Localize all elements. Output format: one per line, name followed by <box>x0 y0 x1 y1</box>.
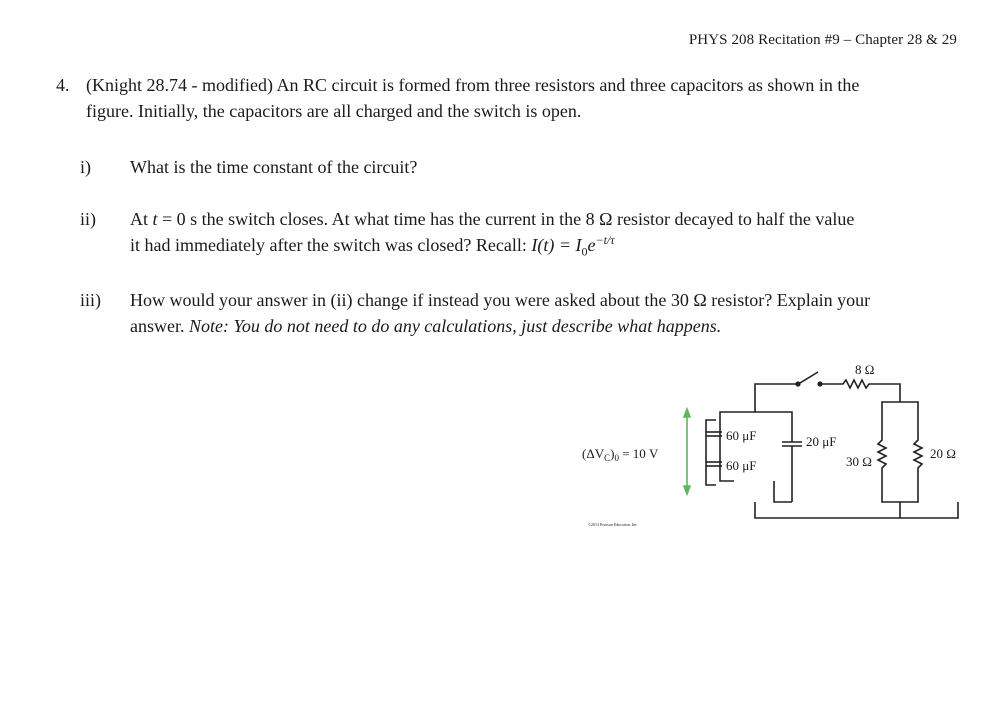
part-iii-line2 <box>130 313 960 339</box>
text-fragment: At <box>130 209 153 229</box>
problem-intro <box>86 72 946 124</box>
formula-exponential: e <box>587 235 596 255</box>
part-label: i) <box>80 157 91 177</box>
resistor-20-label: 20 Ω <box>930 446 956 461</box>
problem-intro-line1: (Knight 28.74 - modified) An RC circuit is formed from three resistors and three capacitors as shown in the <box>86 75 860 95</box>
formula-exponent: −t/τ <box>595 233 615 247</box>
problem-number: 4. <box>56 75 70 95</box>
formula-subscript: 0 <box>581 244 588 259</box>
capacitor-bottom-label: 60 μF <box>726 458 757 473</box>
formula: I(t) = I <box>531 235 582 255</box>
rc-circuit-figure <box>560 350 980 540</box>
part-text <box>130 287 960 339</box>
math-variable: t <box>152 209 158 229</box>
part-ii-line1 <box>130 206 960 232</box>
part-text: What is the time constant of the circuit? <box>130 157 418 177</box>
switch <box>800 372 818 383</box>
text-fragment: it had immediately after the switch was closed? Recall: <box>130 235 532 255</box>
resistor-30-label: 30 Ω <box>846 454 872 469</box>
text-fragment: = 0 s the switch closes. At what time has the current in the 8 Ω resistor decayed to half the value <box>157 209 855 229</box>
resistor-8-label: 8 Ω <box>855 362 875 377</box>
part-iii-line1: How would your answer in (ii) change if instead you were asked about the 30 Ω resistor? Explain your <box>130 290 871 310</box>
part-label: iii) <box>80 290 101 310</box>
capacitor-mid-label: 20 μF <box>806 434 837 449</box>
part-text <box>130 206 960 258</box>
copyright-notice: ©2013 Pearson Education, Inc. <box>588 522 639 527</box>
part-ii-line2 <box>130 232 960 258</box>
problem-intro-line2: figure. Initially, the capacitors are all charged and the switch is open. <box>86 101 582 121</box>
note-text: Note: You do not need to do any calculations, just describe what happens. <box>188 316 722 336</box>
part-label: ii) <box>80 209 96 229</box>
capacitor-top-label: 60 μF <box>726 428 757 443</box>
initial-voltage-label: $(\Delta V_C)_0 = 10$ V <box>582 446 659 463</box>
text-fragment: answer. <box>130 316 189 336</box>
page-header: PHYS 208 Recitation #9 – Chapter 28 & 29 <box>688 32 957 48</box>
